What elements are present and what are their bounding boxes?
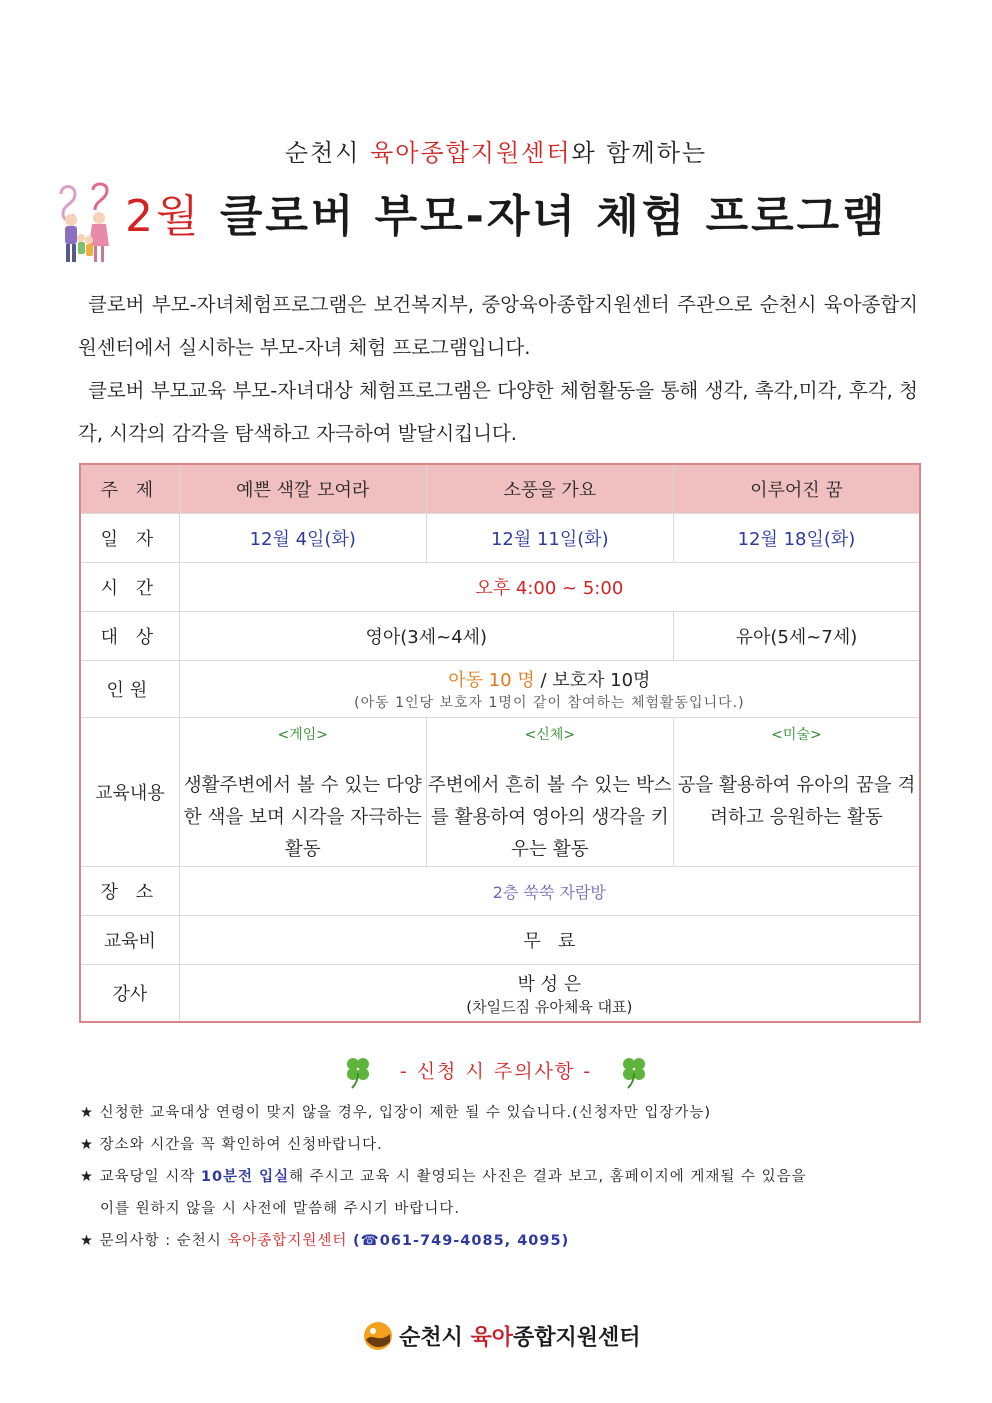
page-subtitle [0,133,992,168]
footer-logo [362,1320,641,1356]
topic-cell: 소풍을 가요 [426,464,673,514]
notice-list [80,1097,940,1257]
count-row [80,661,920,718]
notice-text: 장소와 시간을 꼭 확인하여 신청바랍니다. [99,1137,383,1153]
footer-brand-prefix: 순천시 [399,1324,471,1351]
place-label: 장 소 [80,867,179,916]
intro-paragraph-1: 클로버 부모-자녀체험프로그램은 보건복지부, 중앙육아종합지원센터 주관으로 순천시 육아종합지원센터에서 실시하는 부모-자녀 체험 프로그램입니다. [78,293,918,359]
star-icon: ★ [80,1137,94,1153]
fee-label: 교육비 [80,916,179,965]
content-tag: <신체> [524,727,576,743]
notice-heading [0,1055,992,1089]
subtitle-suffix: 와 함께하는 [571,139,708,167]
notice-emphasis: 10분전 입실 [200,1169,290,1185]
footer-brand [399,1325,640,1351]
title-text: 클로버 부모-자녀 체험 프로그램 [201,191,888,242]
notice-heading-text: - 신청 시 주의사항 - [399,1060,593,1083]
intro-paragraph-2: 클로버 부모교육 부모-자녀대상 체험프로그램은 다양한 체험활동을 통해 생각, 촉각,미각, 후각, 청각, 시각의 감각을 탐색하고 자극하여 발달시킵니다. [78,379,918,445]
content-label: 교육내용 [80,718,179,867]
instructor-note: (차일드짐 유아체육 대표) [466,997,633,1016]
notice-text: 교육당일 시작 [99,1169,201,1185]
content-cell [179,718,426,867]
count-note: (아동 1인당 보호자 1명이 같이 참여하는 체험활동입니다.) [354,695,745,711]
count-children: 아동 10 명 [448,670,535,691]
family-illustration [55,180,117,266]
notice-item [80,1225,940,1257]
subtitle-center-name: 육아종합지원센터 [370,139,572,167]
fee-cell: 무 료 [179,916,920,965]
date-cell: 12월 4일(화) [179,514,426,563]
date-row [80,514,920,563]
notice-text: 문의사항 : 순천시 [99,1233,228,1249]
count-separator: / [534,670,553,691]
target-toddler-cell: 유아(5세~7세) [673,612,920,661]
subtitle-prefix: 순천시 [284,139,371,167]
program-schedule-table [79,463,921,1023]
date-label: 일 자 [80,514,179,563]
title-row [55,180,935,266]
page-title [125,180,888,244]
center-emblem-icon [362,1320,394,1352]
content-row [80,718,920,867]
intro-text [78,283,918,455]
content-description: 생활주변에서 볼 수 있는 다양한 색을 보며 시각을 자극하는 활동 [183,775,422,860]
topic-cell: 이루어진 꿈 [673,464,920,514]
title-month: 2월 [125,191,202,242]
date-cell: 12월 11일(화) [426,514,673,563]
time-row [80,563,920,612]
clover-icon [344,1055,372,1089]
date-cell: 12월 18일(화) [673,514,920,563]
target-infant-cell: 영아(3세~4세) [179,612,673,661]
count-guardians: 보호자 10명 [552,670,651,691]
place-cell: 2층 쑥쑥 자람방 [179,867,920,916]
topic-row [80,464,920,514]
notice-text: 신청한 교육대상 연령이 맞지 않을 경우, 입장이 제한 될 수 있습니다.(신청자만 입장가능) [99,1105,712,1121]
star-icon: ★ [80,1233,94,1249]
notice-center-name: 육아종합지원센터 [227,1233,348,1249]
content-tag: <미술> [771,727,822,743]
instructor-name: 박 성 은 [517,973,582,995]
contact-phone: (☎061-749-4085, 4095) [353,1233,570,1249]
fee-row [80,916,920,965]
time-cell: 오후 4:00 ~ 5:00 [179,563,920,612]
target-label: 대 상 [80,612,179,661]
count-cell [179,661,920,718]
instructor-label: 강사 [80,965,179,1023]
topic-label: 주 제 [80,464,179,514]
place-row [80,867,920,916]
clover-icon [620,1055,648,1089]
instructor-cell [179,965,920,1023]
instructor-row [80,965,920,1023]
time-label: 시 간 [80,563,179,612]
target-row [80,612,920,661]
count-label: 인원 [80,661,179,718]
topic-cell: 예쁜 색깔 모여라 [179,464,426,514]
notice-item-continuation: 이를 원하지 않을 시 사전에 말씀해 주시기 바랍니다. [100,1201,461,1217]
content-cell [673,718,920,867]
notice-item [80,1161,940,1193]
footer-brand-suffix: 종합지원센터 [513,1324,641,1351]
star-icon: ★ [80,1169,94,1185]
content-description: 주변에서 흔히 볼 수 있는 박스를 활용하여 영아의 생각을 키우는 활동 [427,775,672,860]
notice-text: 해 주시고 교육 시 촬영되는 사진은 결과 보고, 홈페이지에 게재될 수 있음을 [289,1169,807,1185]
footer-brand-accent: 육아 [470,1324,514,1351]
notice-item [80,1097,940,1129]
content-cell [426,718,673,867]
content-tag: <게임> [277,727,328,743]
notice-item [80,1129,940,1161]
content-description: 공을 활용하여 유아의 꿈을 격려하고 응원하는 활동 [677,775,916,828]
star-icon: ★ [80,1105,94,1121]
